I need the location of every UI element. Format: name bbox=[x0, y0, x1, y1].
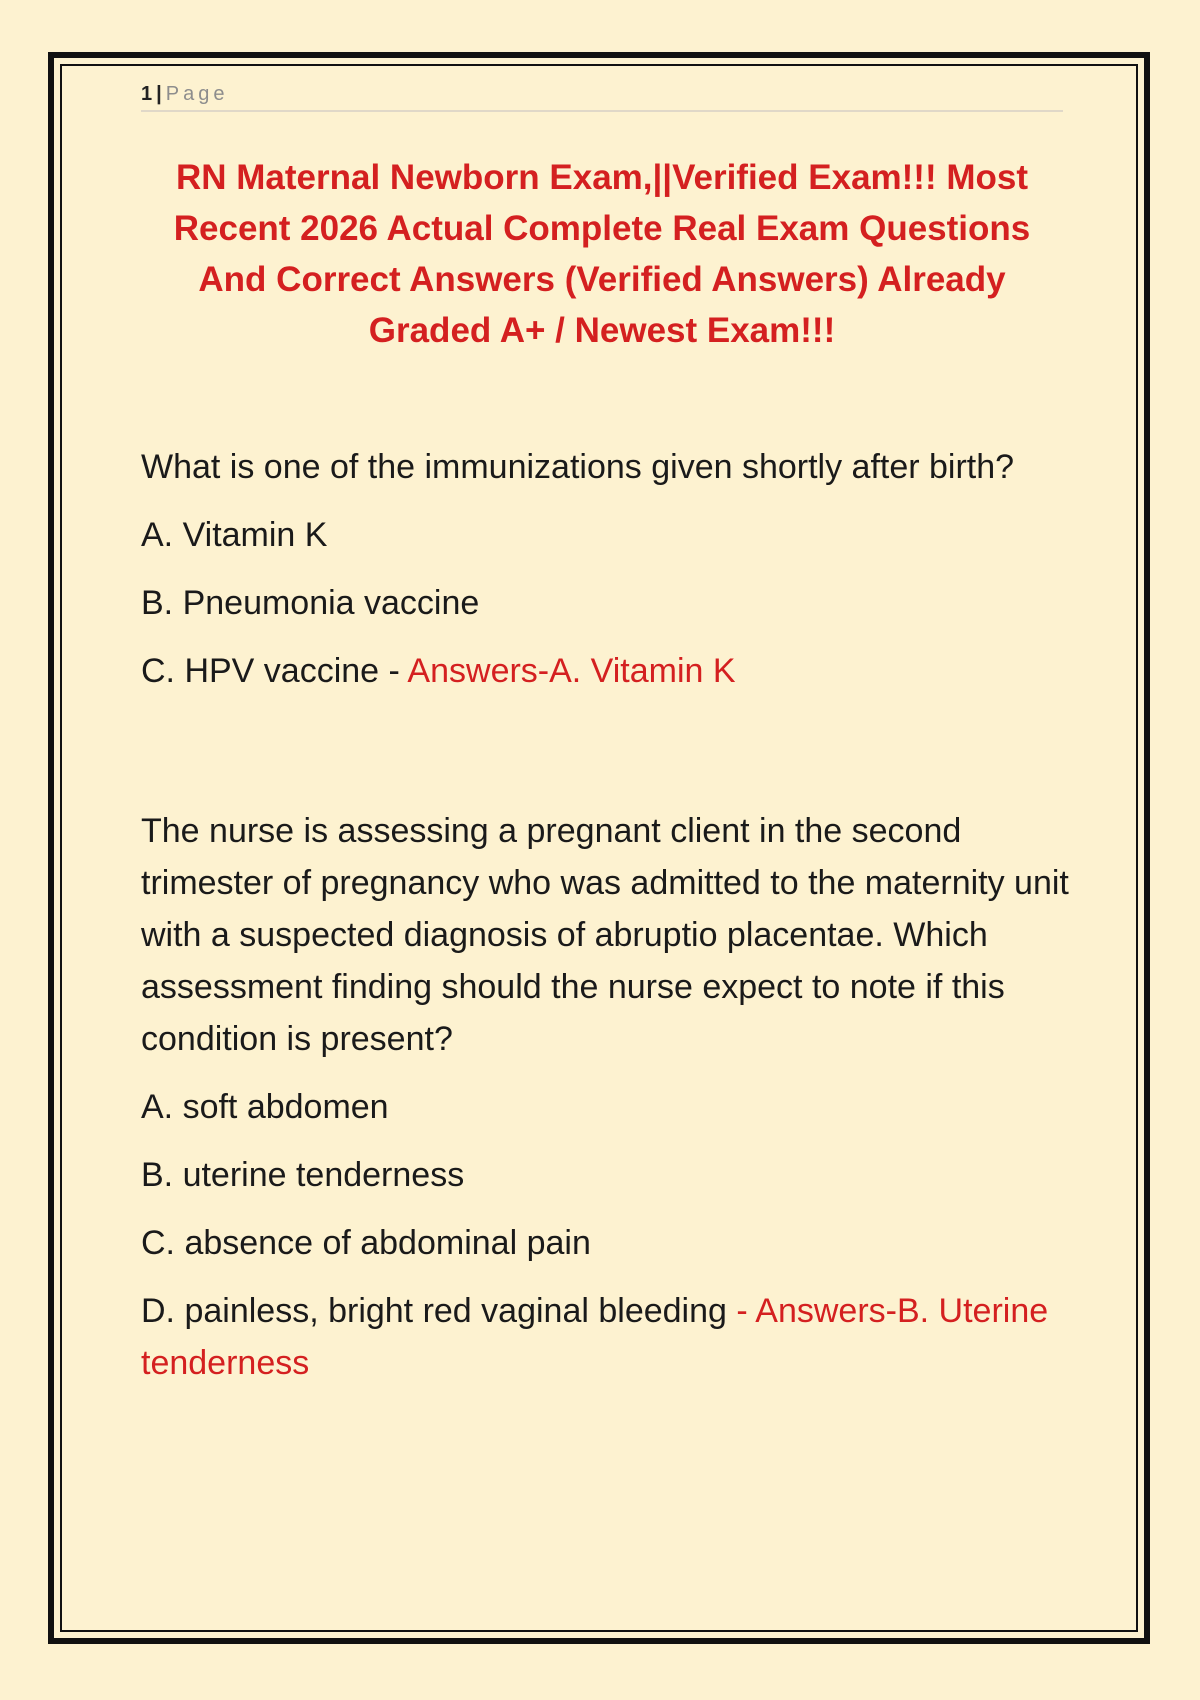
correct-answer: - Answers-B. Uterine tenderness bbox=[141, 1292, 1049, 1382]
page-label: Page bbox=[165, 83, 229, 105]
document-body bbox=[141, 441, 1081, 1389]
answer-option bbox=[141, 645, 1081, 697]
answer-option-text: D. painless, bright red vaginal bleeding bbox=[141, 1292, 737, 1330]
answer-option: B. Pneumonia vaccine bbox=[141, 584, 480, 622]
answer-option: B. uterine tenderness bbox=[141, 1156, 465, 1194]
answer-option bbox=[141, 1285, 1081, 1389]
question-block bbox=[141, 441, 1081, 697]
answer-option-text: C. HPV vaccine - bbox=[141, 652, 408, 690]
header-separator: | bbox=[156, 83, 162, 105]
correct-answer: Answers-A. Vitamin K bbox=[407, 652, 736, 690]
answer-option: A. Vitamin K bbox=[141, 516, 328, 554]
document-title: RN Maternal Newborn Exam,||Verified Exam!!! Most Recent 2026 Actual Complete Real Exam Questions And Correct Answers (Verified Answers) Already Graded A+ / Newest Exam!!! bbox=[173, 158, 1031, 350]
answer-option: A. soft abdomen bbox=[141, 1088, 389, 1126]
page-number: 1 bbox=[141, 83, 153, 105]
question-text: What is one of the immunizations given shortly after birth? bbox=[141, 448, 1015, 486]
question-text: The nurse is assessing a pregnant client in the second trimester of pregnancy who was admitted to the maternity unit with a suspected diagnosis of abruptio placentae. Which assessment finding should the nurse expect to note if this condition is present? bbox=[141, 812, 1069, 1058]
answer-option: C. absence of abdominal pain bbox=[141, 1224, 591, 1262]
page-header bbox=[141, 80, 1063, 112]
question-block bbox=[141, 805, 1081, 1389]
